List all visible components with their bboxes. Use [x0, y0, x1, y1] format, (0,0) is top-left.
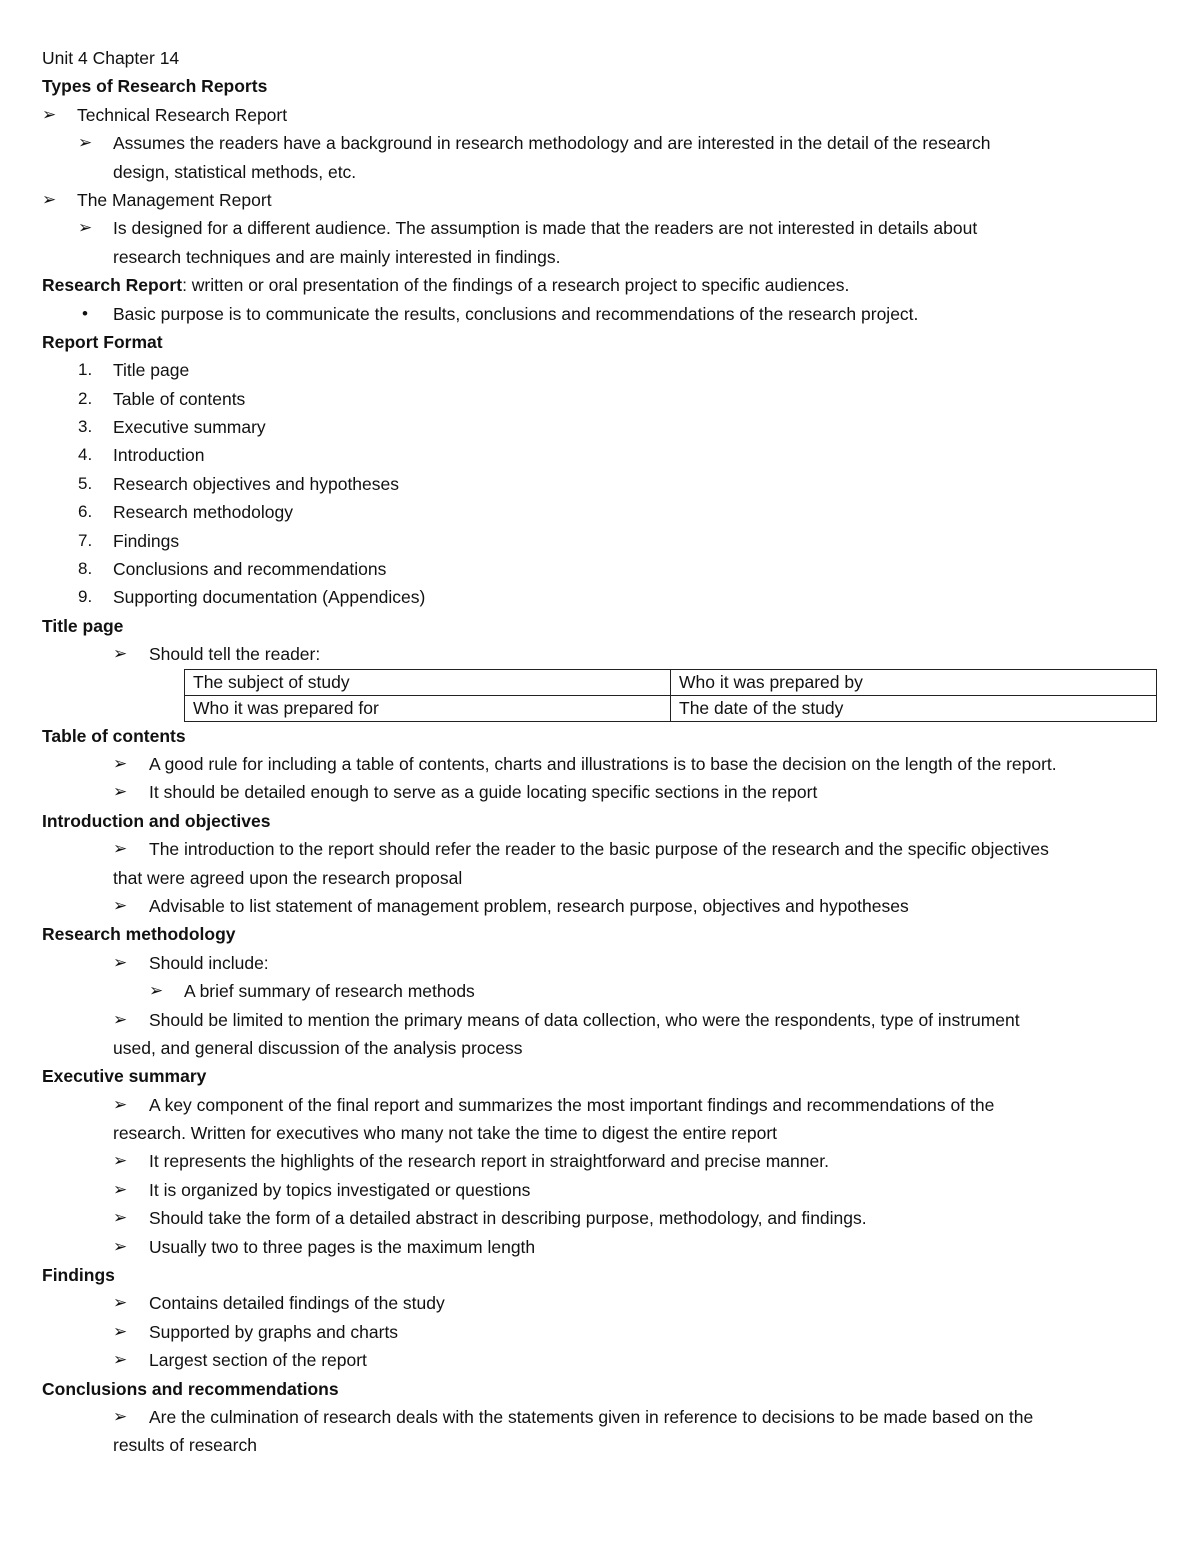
arrow-bullet-icon: ➢: [113, 1293, 128, 1313]
list-number: 1.: [78, 360, 93, 380]
list-item: ➢ Advisable to list statement of management problem, research purpose, objectives and hypotheses: [42, 892, 1162, 920]
arrow-bullet-icon: ➢: [78, 133, 93, 153]
section-heading-executive-summary: Executive summary: [42, 1066, 207, 1087]
arrow-bullet-icon: ➢: [113, 1094, 128, 1114]
list-item: ➢ Is designed for a different audience. The assumption is made that the readers are not interested in details about: [42, 214, 1162, 242]
list-number: 4.: [78, 445, 93, 465]
table-row: [185, 695, 1157, 721]
table-cell: Who it was prepared by: [671, 669, 1157, 695]
list-item-label: Findings: [113, 530, 180, 551]
arrow-bullet-icon: ➢: [113, 1179, 128, 1199]
arrow-bullet-icon: ➢: [113, 782, 128, 802]
numbered-list-item: [42, 413, 1162, 441]
arrow-bullet-icon: ➢: [113, 753, 128, 773]
arrow-bullet-icon: ➢: [113, 644, 128, 664]
arrow-bullet-icon: ➢: [42, 104, 57, 124]
numbered-list-item: [42, 498, 1162, 526]
table-row: [185, 669, 1157, 695]
list-item: ➢ The Management Report: [42, 186, 1162, 214]
list-item: ➢ It should be detailed enough to serve as a guide locating specific sections in the report: [42, 778, 1162, 806]
numbered-list-item: [42, 356, 1162, 384]
section-heading-conclusions: Conclusions and recommendations: [42, 1378, 339, 1399]
list-item-continuation: research. Written for executives who many not take the time to digest the entire report: [113, 1123, 778, 1144]
document-header: Unit 4 Chapter 14: [42, 48, 180, 68]
list-item: ➢ A brief summary of research methods: [42, 977, 1162, 1005]
arrow-bullet-icon: ➢: [149, 981, 164, 1001]
section-heading-methodology: Research methodology: [42, 924, 236, 945]
table-cell: The subject of study: [185, 669, 671, 695]
list-item-label: Research objectives and hypotheses: [113, 473, 400, 494]
arrow-bullet-icon: ➢: [113, 1321, 128, 1341]
list-number: 3.: [78, 417, 93, 437]
section-heading-types: Types of Research Reports: [42, 76, 268, 97]
list-number: 6.: [78, 502, 93, 522]
arrow-bullet-icon: ➢: [42, 189, 57, 209]
list-item: ➢ It represents the highlights of the research report in straightforward and precise manner.: [42, 1147, 1162, 1175]
list-item-label: Research methodology: [113, 502, 293, 523]
list-item-continuation: research techniques and are mainly interested in findings.: [113, 246, 561, 267]
numbered-list: [42, 356, 1162, 612]
list-item-label: Conclusions and recommendations: [113, 559, 387, 580]
list-item: ➢ It is organized by topics investigated or questions: [42, 1176, 1162, 1204]
list-item: ➢ Usually two to three pages is the maximum length: [42, 1233, 1162, 1261]
arrow-bullet-icon: ➢: [113, 952, 128, 972]
numbered-list-item: [42, 527, 1162, 555]
arrow-bullet-icon: ➢: [113, 1208, 128, 1228]
arrow-bullet-icon: ➢: [113, 1009, 128, 1029]
list-item: ➢ Should take the form of a detailed abstract in describing purpose, methodology, and findings.: [42, 1204, 1162, 1232]
list-number: 8.: [78, 559, 93, 579]
list-item: ➢ Should tell the reader:: [42, 640, 1162, 668]
list-item: ➢ Should include:: [42, 949, 1162, 977]
list-item: ➢ A good rule for including a table of contents, charts and illustrations is to base the decision on the length of the report.: [42, 750, 1162, 778]
section-heading-findings: Findings: [42, 1265, 115, 1286]
list-item: • Basic purpose is to communicate the results, conclusions and recommendations of the research project.: [42, 300, 1162, 328]
list-item: ➢ Are the culmination of research deals with the statements given in reference to decisions to be made based on the: [42, 1403, 1162, 1431]
list-item: ➢ A key component of the final report and summarizes the most important findings and recommendations of the: [42, 1091, 1162, 1119]
arrow-bullet-icon: ➢: [113, 895, 128, 915]
dot-bullet-icon: •: [82, 303, 88, 323]
arrow-bullet-icon: ➢: [113, 1236, 128, 1256]
list-item-label: Executive summary: [113, 417, 266, 438]
list-number: 7.: [78, 530, 93, 550]
list-item-label: Supporting documentation (Appendices): [113, 587, 426, 608]
list-item-continuation: results of research: [113, 1435, 257, 1456]
definition-term: Research Report: [42, 275, 183, 296]
numbered-list-item: [42, 470, 1162, 498]
arrow-bullet-icon: ➢: [113, 1151, 128, 1171]
definition-line: [42, 271, 1162, 299]
numbered-list-item: [42, 441, 1162, 469]
list-item-continuation: used, and general discussion of the analysis process: [113, 1037, 523, 1058]
section-heading-report-format: Report Format: [42, 331, 163, 352]
section-heading-title-page: Title page: [42, 615, 124, 636]
title-page-table: [184, 669, 1157, 722]
list-item: ➢ The introduction to the report should refer the reader to the basic purpose of the research and the specific objectives: [42, 835, 1162, 863]
list-item: ➢ Contains detailed findings of the study: [42, 1289, 1162, 1317]
list-item: ➢ Technical Research Report: [42, 101, 1162, 129]
list-item: ➢ Should be limited to mention the primary means of data collection, who were the respondents, type of instrument: [42, 1006, 1162, 1034]
list-item-continuation: that were agreed upon the research proposal: [113, 867, 463, 888]
list-item-label: Table of contents: [113, 388, 246, 409]
numbered-list-item: [42, 583, 1162, 611]
list-item: ➢ Assumes the readers have a background in research methodology and are interested in the detail of the research: [42, 129, 1162, 157]
arrow-bullet-icon: ➢: [78, 218, 93, 238]
numbered-list-item: [42, 385, 1162, 413]
list-item-label: Title page: [113, 360, 190, 381]
table-cell: Who it was prepared for: [185, 695, 671, 721]
section-heading-toc: Table of contents: [42, 725, 186, 746]
document-page: [42, 44, 1162, 1460]
list-item-label: Introduction: [113, 445, 205, 466]
arrow-bullet-icon: ➢: [113, 839, 128, 859]
definition-text: : written or oral presentation of the findings of a research project to specific audiences.: [182, 275, 850, 296]
arrow-bullet-icon: ➢: [113, 1406, 128, 1426]
list-item: ➢ Supported by graphs and charts: [42, 1318, 1162, 1346]
section-heading-introduction: Introduction and objectives: [42, 810, 271, 831]
list-item-continuation: design, statistical methods, etc.: [113, 161, 357, 182]
list-number: 5.: [78, 473, 93, 493]
table-cell: The date of the study: [671, 695, 1157, 721]
list-number: 2.: [78, 388, 93, 408]
numbered-list-item: [42, 555, 1162, 583]
list-number: 9.: [78, 587, 93, 607]
arrow-bullet-icon: ➢: [113, 1350, 128, 1370]
list-item: ➢ Largest section of the report: [42, 1346, 1162, 1374]
